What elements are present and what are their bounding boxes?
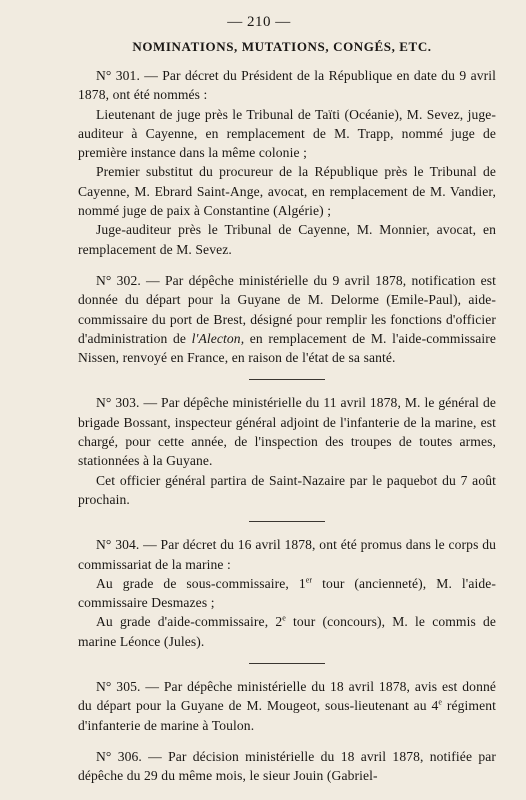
- entry-304-para-2-a: Au grade d'aide-commissaire, 2: [96, 614, 283, 630]
- entry-304-para-1-a: Au grade de sous-commissaire, 1: [96, 575, 306, 591]
- entry-306-text: N° 306. — Par décision ministérielle du 18 avril 1878, notifiée par dépêche du 29 du même mois, le sieur Jouin (Gabriel-: [78, 748, 496, 784]
- spacer: [78, 735, 496, 747]
- entry-303-para-2: Cet officier général partira de Saint-Nazaire par le paquebot du 7 août prochain.: [78, 472, 496, 507]
- entry-304-para-2: [78, 612, 496, 651]
- ordinal-superscript: e: [438, 697, 443, 707]
- separator-rule: [249, 663, 325, 664]
- spacer: [78, 259, 496, 271]
- entry-304: [78, 535, 496, 651]
- entry-302-text: [78, 271, 496, 367]
- entry-302-part-2: en remplacement de M. l'aide-commissaire Nissen, renvoyé en France, en raison de l'état de sa santé.: [78, 330, 496, 366]
- entry-303-para-1: N° 303. — Par dépêche ministérielle du 11 avril 1878, M. le général de brigade Bossant, inspecteur général adjoint de l'infanterie de la marine, est chargé, pour cette année, de l'inspection des troupes de toutes armes, stationnées à la Guyane.: [78, 395, 496, 469]
- entry-301-para-3: Juge-auditeur près le Tribunal de Cayenne, M. Monnier, avocat, en remplacement de M. Sevez.: [78, 222, 496, 257]
- entry-304-intro: N° 304. — Par décret du 16 avril 1878, ont été promus dans le corps du commissariat de la marine :: [78, 537, 496, 572]
- entry-301-para-1: Lieutenant de juge près le Tribunal de Taïti (Océanie), M. Sevez, juge-auditeur à Cayenne, en remplacement de M. Trapp, nommé juge de première instance dans la même colonie ;: [78, 106, 496, 161]
- ordinal-superscript: e: [282, 613, 286, 623]
- separator-rule: [249, 521, 325, 522]
- entry-304-para-2-b: tour (concours), M. le commis de marine Léonce (Jules).: [78, 614, 497, 649]
- entry-302: [78, 271, 496, 367]
- entry-306: [78, 747, 496, 786]
- entry-301-intro: N° 301. — Par décret du Président de la République en date du 9 avril 1878, ont été nommés :: [78, 68, 496, 103]
- section-heading: NOMINATIONS, MUTATIONS, CONGÉS, ETC.: [132, 39, 432, 54]
- entry-302-part-1: N° 302. — Par dépêche ministérielle du 9 avril 1878, notification est donnée du départ pour la Guyane de M. Delorme (Emile-Paul), aide-commissaire du port de Brest, désigné pour remplir les fonctions d'officier d'administration de: [78, 272, 496, 346]
- separator-rule: [249, 379, 325, 380]
- entry-305-part-1: N° 305. — Par dépêche ministérielle du 18 avril 1878, avis est donné du départ pour la Guyane de M. Mougeot, sous-lieutenant au 4: [78, 679, 496, 714]
- entry-305-text: [78, 677, 496, 735]
- page-number: — 210 —: [227, 14, 291, 30]
- entry-301-para-2: Premier substitut du procureur de la République près le Tribunal de Cayenne, M. Ebrard Saint-Ange, avocat, en remplacement de M. Vandier, nommé juge de paix à Constantine (Algérie) ;: [78, 164, 496, 219]
- ordinal-superscript: er: [305, 575, 313, 585]
- entry-303: [78, 393, 496, 509]
- entry-305-part-2: régiment d'infanterie de marine à Toulon.: [78, 698, 496, 733]
- entry-304-para-1-b: tour (ancienneté), M. l'aide-commissaire Desmazes ;: [78, 575, 496, 611]
- ship-name: l'Alecton,: [191, 330, 245, 346]
- entry-305: [78, 677, 496, 735]
- entry-304-para-1: [78, 574, 496, 613]
- entry-301: [78, 66, 496, 259]
